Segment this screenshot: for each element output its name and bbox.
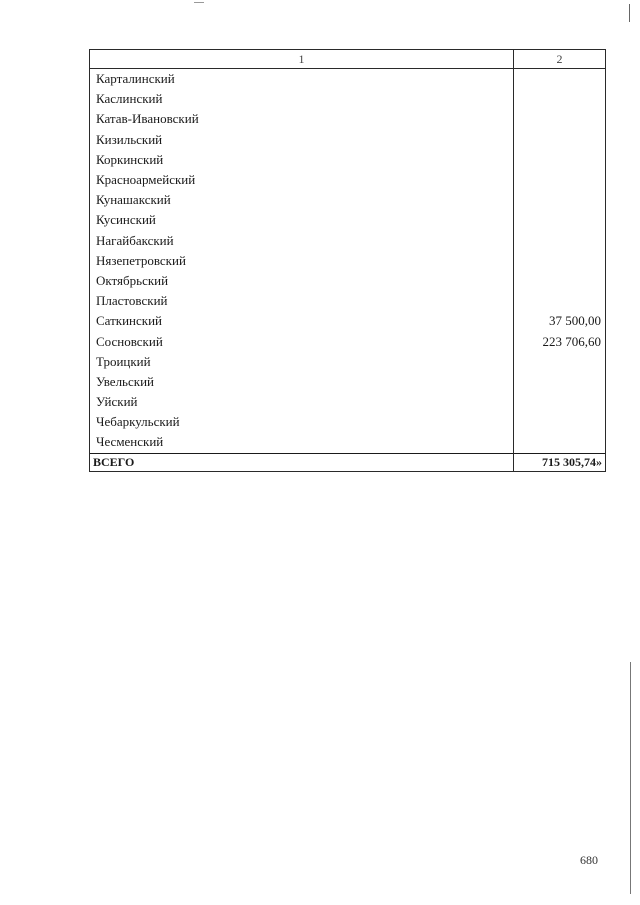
binder-edge-line-top (629, 4, 630, 22)
district-name: Катав-Ивановский (90, 109, 514, 129)
page-number: 680 (580, 853, 598, 867)
district-value (514, 392, 606, 412)
district-name: Октябрьский (90, 271, 514, 291)
total-value: 715 305,74» (514, 453, 606, 471)
district-value (514, 109, 606, 129)
district-value (514, 190, 606, 210)
district-value (514, 352, 606, 372)
table-row (90, 352, 606, 372)
table-row (90, 231, 606, 251)
district-name: Саткинский (90, 311, 514, 331)
table-row (90, 251, 606, 271)
table-row (90, 170, 606, 190)
district-value (514, 231, 606, 251)
district-value (514, 412, 606, 432)
district-value (514, 372, 606, 392)
district-name: Пластовский (90, 291, 514, 311)
district-name: Кунашакский (90, 190, 514, 210)
district-value (514, 69, 606, 90)
table-row (90, 432, 606, 453)
district-value (514, 150, 606, 170)
district-value (514, 251, 606, 271)
table-row (90, 69, 606, 90)
districts-table (89, 49, 606, 472)
district-name: Чесменский (90, 432, 514, 453)
district-value (514, 210, 606, 230)
table-row (90, 89, 606, 109)
binder-edge-line-bottom (630, 662, 631, 894)
district-name: Уйский (90, 392, 514, 412)
scan-mark (194, 2, 204, 3)
total-label: ВСЕГО (90, 453, 514, 471)
column-header-2: 2 (514, 50, 606, 69)
table-row (90, 109, 606, 129)
table-row (90, 190, 606, 210)
table-row (90, 311, 606, 331)
district-value (514, 432, 606, 453)
district-name: Троицкий (90, 352, 514, 372)
table-row (90, 210, 606, 230)
district-value (514, 130, 606, 150)
table-row (90, 331, 606, 351)
district-value: 223 706,60 (514, 331, 606, 351)
column-header-1: 1 (90, 50, 514, 69)
district-name: Кусинский (90, 210, 514, 230)
table-container (89, 49, 605, 472)
district-name: Кизильский (90, 130, 514, 150)
district-name: Чебаркульский (90, 412, 514, 432)
district-value: 37 500,00 (514, 311, 606, 331)
table-row (90, 291, 606, 311)
district-name: Каслинский (90, 89, 514, 109)
district-name: Нязепетровский (90, 251, 514, 271)
district-name: Сосновский (90, 331, 514, 351)
district-value (514, 89, 606, 109)
table-row (90, 392, 606, 412)
table-row (90, 412, 606, 432)
district-value (514, 291, 606, 311)
district-name: Увельский (90, 372, 514, 392)
district-name: Карталинский (90, 69, 514, 90)
total-row (90, 453, 606, 471)
table-row (90, 150, 606, 170)
table-row (90, 130, 606, 150)
table-row (90, 271, 606, 291)
district-name: Коркинский (90, 150, 514, 170)
district-value (514, 271, 606, 291)
district-name: Нагайбакский (90, 231, 514, 251)
district-value (514, 170, 606, 190)
district-name: Красноармейский (90, 170, 514, 190)
table-row (90, 372, 606, 392)
table-header-row (90, 50, 606, 69)
